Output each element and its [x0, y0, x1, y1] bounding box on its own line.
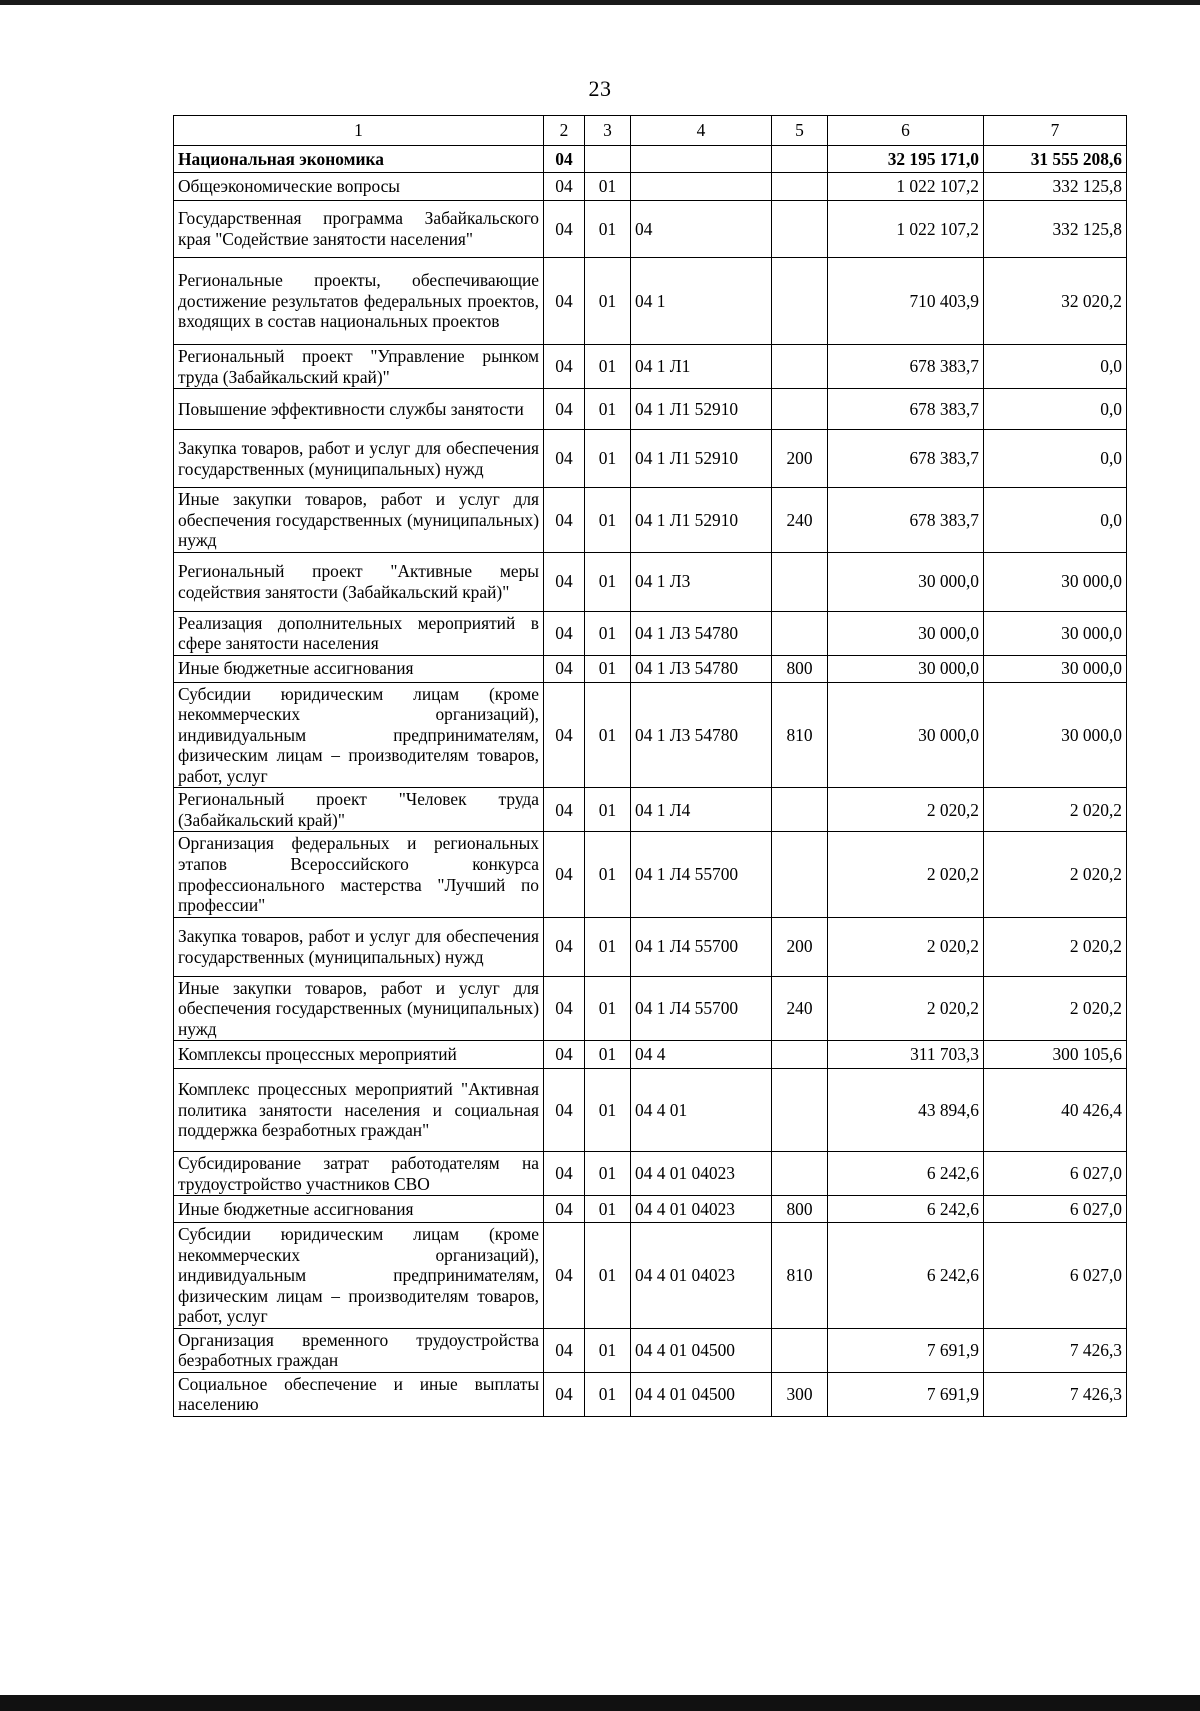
cell-c3: 01 [585, 1041, 631, 1069]
cell-c5: 200 [772, 430, 828, 488]
cell-c4: 04 1 Л3 [631, 552, 772, 611]
cell-c3 [585, 146, 631, 173]
cell-c6: 30 000,0 [828, 682, 984, 788]
cell-c2: 04 [544, 258, 585, 345]
cell-c7: 2 020,2 [984, 917, 1127, 976]
cell-c3: 01 [585, 1196, 631, 1223]
cell-c3: 01 [585, 611, 631, 655]
cell-c7: 40 426,4 [984, 1069, 1127, 1152]
table-row [174, 1069, 1127, 1152]
cell-c4 [631, 146, 772, 173]
cell-name: Иные бюджетные ассигнования [174, 1196, 544, 1223]
table-row [174, 655, 1127, 682]
header-col-7: 7 [984, 116, 1127, 146]
cell-c6: 30 000,0 [828, 655, 984, 682]
table-row [174, 146, 1127, 173]
cell-c7: 332 125,8 [984, 173, 1127, 201]
cell-c7: 300 105,6 [984, 1041, 1127, 1069]
cell-c4: 04 1 Л1 52910 [631, 430, 772, 488]
cell-c5: 800 [772, 655, 828, 682]
cell-name: Государственная программа Забайкальского края "Содействие занятости населения" [174, 201, 544, 258]
cell-c5 [772, 611, 828, 655]
cell-c3: 01 [585, 173, 631, 201]
cell-c7: 30 000,0 [984, 655, 1127, 682]
table-row [174, 488, 1127, 553]
table-row [174, 917, 1127, 976]
cell-c3: 01 [585, 655, 631, 682]
cell-c3: 01 [585, 258, 631, 345]
cell-c2: 04 [544, 430, 585, 488]
cell-c2: 04 [544, 788, 585, 832]
cell-c7: 6 027,0 [984, 1196, 1127, 1223]
table-row [174, 345, 1127, 389]
cell-name: Иные бюджетные ассигнования [174, 655, 544, 682]
cell-c7: 0,0 [984, 488, 1127, 553]
cell-c3: 01 [585, 389, 631, 430]
cell-c3: 01 [585, 552, 631, 611]
cell-c5 [772, 552, 828, 611]
cell-c4: 04 1 Л3 54780 [631, 655, 772, 682]
table-row [174, 173, 1127, 201]
cell-c6: 1 022 107,2 [828, 201, 984, 258]
cell-c4: 04 4 01 [631, 1069, 772, 1152]
cell-c6: 7 691,9 [828, 1372, 984, 1416]
cell-c4: 04 [631, 201, 772, 258]
page-number: 23 [588, 76, 612, 101]
table-body [174, 146, 1127, 1417]
cell-c4: 04 1 Л1 52910 [631, 488, 772, 553]
cell-c4: 04 1 Л3 54780 [631, 611, 772, 655]
cell-c6: 678 383,7 [828, 389, 984, 430]
cell-name: Реализация дополнительных мероприятий в сфере занятости населения [174, 611, 544, 655]
cell-c5 [772, 258, 828, 345]
cell-name: Субсидии юридическим лицам (кроме некоммерческих организаций), индивидуальным предпринимателям, физическим лицам – производителям товаров, работ, услуг [174, 1223, 544, 1329]
cell-c4: 04 1 [631, 258, 772, 345]
cell-c3: 01 [585, 488, 631, 553]
cell-c2: 04 [544, 1041, 585, 1069]
table-row [174, 976, 1127, 1041]
table-row [174, 1041, 1127, 1069]
cell-c6: 6 242,6 [828, 1196, 984, 1223]
cell-name: Закупка товаров, работ и услуг для обеспечения государственных (муниципальных) нужд [174, 917, 544, 976]
table-row [174, 389, 1127, 430]
cell-c4: 04 1 Л1 52910 [631, 389, 772, 430]
cell-c4: 04 4 01 04023 [631, 1152, 772, 1196]
cell-c2: 04 [544, 146, 585, 173]
cell-c2: 04 [544, 976, 585, 1041]
cell-name: Иные закупки товаров, работ и услуг для обеспечения государственных (муниципальных) нужд [174, 488, 544, 553]
cell-c2: 04 [544, 1372, 585, 1416]
cell-c6: 30 000,0 [828, 552, 984, 611]
cell-c5: 200 [772, 917, 828, 976]
cell-name: Повышение эффективности службы занятости [174, 389, 544, 430]
cell-c2: 04 [544, 345, 585, 389]
cell-c6: 678 383,7 [828, 345, 984, 389]
cell-c3: 01 [585, 1328, 631, 1372]
cell-c3: 01 [585, 201, 631, 258]
cell-c5: 300 [772, 1372, 828, 1416]
cell-c5: 240 [772, 488, 828, 553]
cell-name: Субсидирование затрат работодателям на трудоустройство участников СВО [174, 1152, 544, 1196]
header-col-6: 6 [828, 116, 984, 146]
table-row [174, 258, 1127, 345]
cell-c7: 0,0 [984, 389, 1127, 430]
cell-c4: 04 1 Л1 [631, 345, 772, 389]
cell-c3: 01 [585, 345, 631, 389]
cell-c7: 30 000,0 [984, 682, 1127, 788]
cell-c3: 01 [585, 832, 631, 917]
cell-c5: 810 [772, 1223, 828, 1329]
cell-c2: 04 [544, 611, 585, 655]
cell-c6: 710 403,9 [828, 258, 984, 345]
cell-name: Общеэкономические вопросы [174, 173, 544, 201]
cell-c6: 1 022 107,2 [828, 173, 984, 201]
cell-c7: 2 020,2 [984, 976, 1127, 1041]
table-row [174, 611, 1127, 655]
cell-c7: 7 426,3 [984, 1372, 1127, 1416]
cell-name: Закупка товаров, работ и услуг для обеспечения государственных (муниципальных) нужд [174, 430, 544, 488]
table-header-row [174, 116, 1127, 146]
cell-name: Организация федеральных и региональных этапов Всероссийского конкурса профессионального мастерства "Лучший по профессии" [174, 832, 544, 917]
cell-c5: 800 [772, 1196, 828, 1223]
cell-c2: 04 [544, 201, 585, 258]
table-row [174, 201, 1127, 258]
cell-c3: 01 [585, 1069, 631, 1152]
table-row [174, 788, 1127, 832]
cell-c5 [772, 201, 828, 258]
cell-c5 [772, 146, 828, 173]
cell-c7: 6 027,0 [984, 1223, 1127, 1329]
header-col-4: 4 [631, 116, 772, 146]
cell-c6: 6 242,6 [828, 1152, 984, 1196]
cell-c5: 810 [772, 682, 828, 788]
cell-c7: 2 020,2 [984, 832, 1127, 917]
cell-c7: 332 125,8 [984, 201, 1127, 258]
cell-name: Региональные проекты, обеспечивающие достижение результатов федеральных проектов, входящих в состав национальных проектов [174, 258, 544, 345]
table-row [174, 1372, 1127, 1416]
cell-c2: 04 [544, 832, 585, 917]
table-row [174, 430, 1127, 488]
table-row [174, 1223, 1127, 1329]
cell-c4: 04 4 01 04500 [631, 1372, 772, 1416]
header-col-1: 1 [174, 116, 544, 146]
cell-c6: 30 000,0 [828, 611, 984, 655]
cell-c5 [772, 788, 828, 832]
table-row [174, 552, 1127, 611]
cell-c2: 04 [544, 173, 585, 201]
cell-c4: 04 4 [631, 1041, 772, 1069]
cell-name: Комплекс процессных мероприятий "Активная политика занятости населения и социальная поддержка безработных граждан" [174, 1069, 544, 1152]
cell-c2: 04 [544, 1196, 585, 1223]
cell-c3: 01 [585, 682, 631, 788]
cell-c5 [772, 345, 828, 389]
cell-c4: 04 1 Л4 [631, 788, 772, 832]
cell-c2: 04 [544, 1152, 585, 1196]
cell-c6: 7 691,9 [828, 1328, 984, 1372]
cell-c5 [772, 832, 828, 917]
cell-c3: 01 [585, 976, 631, 1041]
cell-c2: 04 [544, 1069, 585, 1152]
cell-name: Субсидии юридическим лицам (кроме некоммерческих организаций), индивидуальным предпринимателям, физическим лицам – производителям товаров, работ, услуг [174, 682, 544, 788]
table-row [174, 1152, 1127, 1196]
cell-c5 [772, 1041, 828, 1069]
cell-c4: 04 4 01 04023 [631, 1196, 772, 1223]
table-row [174, 682, 1127, 788]
scan-bottom-border [0, 1695, 1200, 1711]
cell-c2: 04 [544, 389, 585, 430]
cell-c6: 43 894,6 [828, 1069, 984, 1152]
cell-c5 [772, 173, 828, 201]
cell-c6: 2 020,2 [828, 976, 984, 1041]
header-col-3: 3 [585, 116, 631, 146]
cell-c3: 01 [585, 1223, 631, 1329]
cell-c4: 04 4 01 04023 [631, 1223, 772, 1329]
cell-c7: 31 555 208,6 [984, 146, 1127, 173]
cell-c4: 04 1 Л3 54780 [631, 682, 772, 788]
cell-name: Региональный проект "Человек труда (Забайкальский край)" [174, 788, 544, 832]
cell-c2: 04 [544, 917, 585, 976]
cell-c2: 04 [544, 488, 585, 553]
cell-c4: 04 1 Л4 55700 [631, 976, 772, 1041]
cell-c3: 01 [585, 788, 631, 832]
cell-name: Комплексы процессных мероприятий [174, 1041, 544, 1069]
cell-c7: 30 000,0 [984, 552, 1127, 611]
table-row [174, 1196, 1127, 1223]
cell-c7: 0,0 [984, 345, 1127, 389]
header-col-2: 2 [544, 116, 585, 146]
cell-c5 [772, 389, 828, 430]
cell-c2: 04 [544, 682, 585, 788]
cell-c5 [772, 1152, 828, 1196]
cell-c5 [772, 1328, 828, 1372]
cell-c6: 2 020,2 [828, 788, 984, 832]
cell-c6: 678 383,7 [828, 430, 984, 488]
table-row [174, 832, 1127, 917]
cell-c6: 32 195 171,0 [828, 146, 984, 173]
cell-c3: 01 [585, 917, 631, 976]
cell-c6: 678 383,7 [828, 488, 984, 553]
cell-c7: 2 020,2 [984, 788, 1127, 832]
cell-name: Иные закупки товаров, работ и услуг для обеспечения государственных (муниципальных) нужд [174, 976, 544, 1041]
cell-c6: 311 703,3 [828, 1041, 984, 1069]
cell-c3: 01 [585, 430, 631, 488]
cell-name: Национальная экономика [174, 146, 544, 173]
table-row [174, 1328, 1127, 1372]
cell-c4 [631, 173, 772, 201]
cell-c3: 01 [585, 1372, 631, 1416]
cell-c2: 04 [544, 1223, 585, 1329]
cell-c7: 7 426,3 [984, 1328, 1127, 1372]
cell-c3: 01 [585, 1152, 631, 1196]
header-col-5: 5 [772, 116, 828, 146]
cell-c4: 04 4 01 04500 [631, 1328, 772, 1372]
cell-c5: 240 [772, 976, 828, 1041]
cell-c4: 04 1 Л4 55700 [631, 832, 772, 917]
cell-c7: 6 027,0 [984, 1152, 1127, 1196]
cell-name: Социальное обеспечение и иные выплаты населению [174, 1372, 544, 1416]
cell-c5 [772, 1069, 828, 1152]
cell-c2: 04 [544, 552, 585, 611]
cell-name: Региональный проект "Управление рынком труда (Забайкальский край)" [174, 345, 544, 389]
cell-c7: 32 020,2 [984, 258, 1127, 345]
cell-name: Организация временного трудоустройства безработных граждан [174, 1328, 544, 1372]
cell-c6: 2 020,2 [828, 832, 984, 917]
cell-name: Региональный проект "Активные меры содействия занятости (Забайкальский край)" [174, 552, 544, 611]
cell-c2: 04 [544, 655, 585, 682]
cell-c6: 2 020,2 [828, 917, 984, 976]
cell-c6: 6 242,6 [828, 1223, 984, 1329]
budget-table [173, 115, 1127, 1417]
cell-c7: 0,0 [984, 430, 1127, 488]
scan-top-border [0, 0, 1200, 5]
cell-c7: 30 000,0 [984, 611, 1127, 655]
cell-c2: 04 [544, 1328, 585, 1372]
cell-c4: 04 1 Л4 55700 [631, 917, 772, 976]
